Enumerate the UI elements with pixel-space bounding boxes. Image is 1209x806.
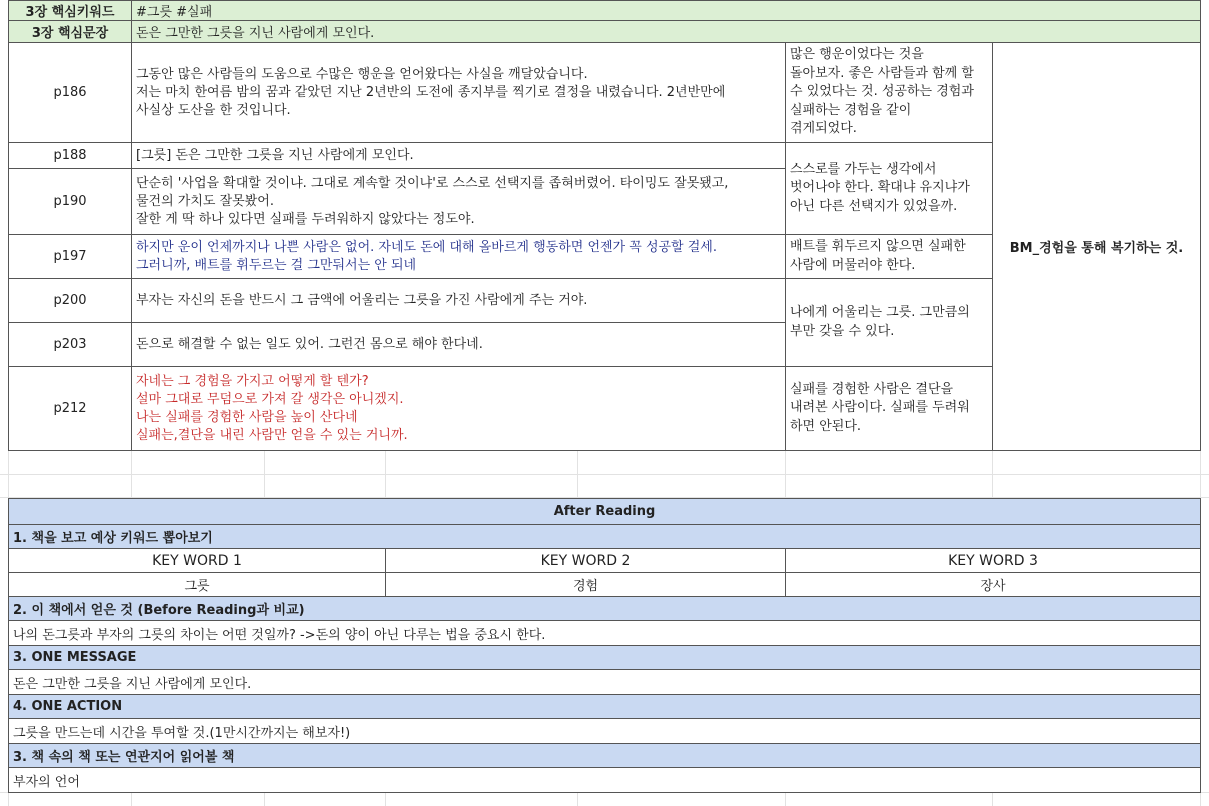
quote-p200[interactable]: [131, 278, 786, 323]
section-3-text[interactable]: 돈은 그만한 그릇을 지닌 사람에게 모인다.: [8, 669, 1201, 695]
page-p186: p186: [8, 42, 132, 143]
quote-line: [그릇] 돈은 그만한 그릇을 지닌 사람에게 모인다.: [136, 147, 414, 163]
note-line: 사람에 머물러야 한다.: [790, 257, 916, 273]
note-line: 배트를 휘두르지 않으면 실패한: [790, 239, 966, 254]
section-2-text[interactable]: 나의 돈그릇과 부자의 그릇의 차이는 어떤 것일까? ->돈의 양이 아닌 다루는 법을 중요시 한다.: [8, 620, 1201, 646]
quote-line: 설마 그대로 무덤으로 가져 갈 생각은 아니겠지.: [136, 391, 404, 407]
section-3-heading: 3. ONE MESSAGE: [8, 645, 1201, 670]
quote-p186[interactable]: [131, 42, 786, 143]
note-line: 돌아보자. 좋은 사람들과 함께 할: [790, 65, 974, 81]
quote-line: 잘한 게 딱 하나 있다면 실패를 두려워하지 않았다는 정도야.: [136, 211, 475, 227]
quote-line: 하지만 운이 언제까지나 나쁜 사람은 없어. 자네도 돈에 대해 올바르게 행동하면 언젠가 꼭 성공할 걸세.: [136, 239, 717, 255]
note-line: 많은 행운이었다는 것을: [790, 47, 924, 63]
page-p197: p197: [8, 234, 132, 279]
chapter-keyword-value[interactable]: #그릇 #실패: [131, 0, 1201, 21]
chapter-keyword-label: 3장 핵심키워드: [8, 0, 132, 21]
note-line: 스스로를 가두는 생각에서: [790, 161, 937, 177]
note-line: 겪게되었다.: [790, 121, 857, 137]
quote-p197[interactable]: [131, 234, 786, 279]
quote-p188[interactable]: [131, 142, 786, 169]
quote-p212[interactable]: [131, 366, 786, 451]
quote-p190[interactable]: [131, 168, 786, 235]
quote-line: 부자는 자신의 돈을 반드시 그 금액에 어울리는 그릇을 가진 사람에게 주는 거야.: [136, 292, 588, 308]
note-line: 실패를 경험한 사람은 결단을: [790, 381, 954, 397]
section-2-heading: 2. 이 책에서 얻은 것 (Before Reading과 비교): [8, 596, 1201, 621]
chapter-sentence-label: 3장 핵심문장: [8, 20, 132, 43]
page-p190: p190: [8, 168, 132, 235]
keyword-3-value[interactable]: 장사: [785, 572, 1201, 597]
quote-line: 물건의 가치도 잘못봤어.: [136, 193, 274, 209]
keyword-2-value[interactable]: 경험: [385, 572, 786, 597]
note-line: 수 있었다는 것. 성공하는 경험과: [790, 84, 974, 100]
keyword-3-header: KEY WORD 3: [785, 548, 1201, 573]
section-5-text[interactable]: 부자의 언어: [8, 767, 1201, 793]
page-p200: p200: [8, 278, 132, 323]
quote-line: 사실상 도산을 한 것입니다.: [136, 102, 291, 118]
keyword-1-value[interactable]: 그릇: [8, 572, 386, 597]
quote-p203[interactable]: [131, 322, 786, 367]
chapter-sentence-value[interactable]: 돈은 그만한 그릇을 지닌 사람에게 모인다.: [131, 20, 1201, 43]
note-1[interactable]: [785, 42, 993, 143]
quote-line: 돈으로 해결할 수 없는 일도 있어. 그런건 몸으로 해야 한다네.: [136, 336, 483, 352]
quote-line: 그러니까, 배트를 휘두르는 걸 그만둬서는 안 되네: [136, 257, 417, 273]
note-line: 아닌 다른 선택지가 있었을까.: [790, 198, 958, 214]
quote-line: 실패는,결단을 내린 사람만 얻을 수 있는 거니까.: [136, 427, 408, 443]
summary-cell[interactable]: BM_경험을 통해 복기하는 것.: [992, 42, 1201, 451]
note-line: 나에게 어울리는 그릇. 그만큼의: [790, 305, 970, 320]
section-1-heading: 1. 책을 보고 예상 키워드 뽑아보기: [8, 524, 1201, 549]
after-reading-title: After Reading: [8, 498, 1201, 525]
page-p188: p188: [8, 142, 132, 169]
note-line: 부만 갖을 수 있다.: [790, 323, 895, 339]
note-line: 하면 안된다.: [790, 418, 862, 434]
note-line: 내려본 사람이다. 실패를 두려워: [790, 400, 970, 416]
quote-line: 단순히 '사업을 확대할 것이냐. 그대로 계속할 것이냐'로 스스로 선택지를 좁혀버렸어. 타이밍도 잘못됐고,: [136, 175, 729, 191]
note-line: 벗어나야 한다. 확대냐 유지냐가: [790, 180, 970, 196]
note-4[interactable]: [785, 278, 993, 367]
note-line: 실패하는 경험을 같이: [790, 102, 912, 118]
note-2[interactable]: [785, 142, 993, 235]
quote-line: 자네는 그 경험을 가지고 어떻게 할 텐가?: [136, 373, 369, 389]
section-5-heading: 3. 책 속의 책 또는 연관지어 읽어볼 책: [8, 743, 1201, 768]
page-p212: p212: [8, 366, 132, 451]
quote-line: 저는 마치 한여름 밤의 꿈과 같았던 지난 2년반의 도전에 종지부를 찍기로 결정을 내렸습니다. 2년반만에: [136, 84, 726, 100]
quote-line: 나는 실패를 경험한 사람을 높이 산다네: [136, 409, 358, 425]
note-5[interactable]: [785, 366, 993, 451]
section-4-text[interactable]: 그릇을 만드는데 시간을 투여할 것.(1만시간까지는 해보자!): [8, 718, 1201, 744]
section-4-heading: 4. ONE ACTION: [8, 694, 1201, 719]
quote-line: 그동안 많은 사람들의 도움으로 수많은 행운을 얻어왔다는 사실을 깨달았습니다.: [136, 66, 588, 82]
page-p203: p203: [8, 322, 132, 367]
keyword-2-header: KEY WORD 2: [385, 548, 786, 573]
keyword-1-header: KEY WORD 1: [8, 548, 386, 573]
note-3[interactable]: [785, 234, 993, 279]
